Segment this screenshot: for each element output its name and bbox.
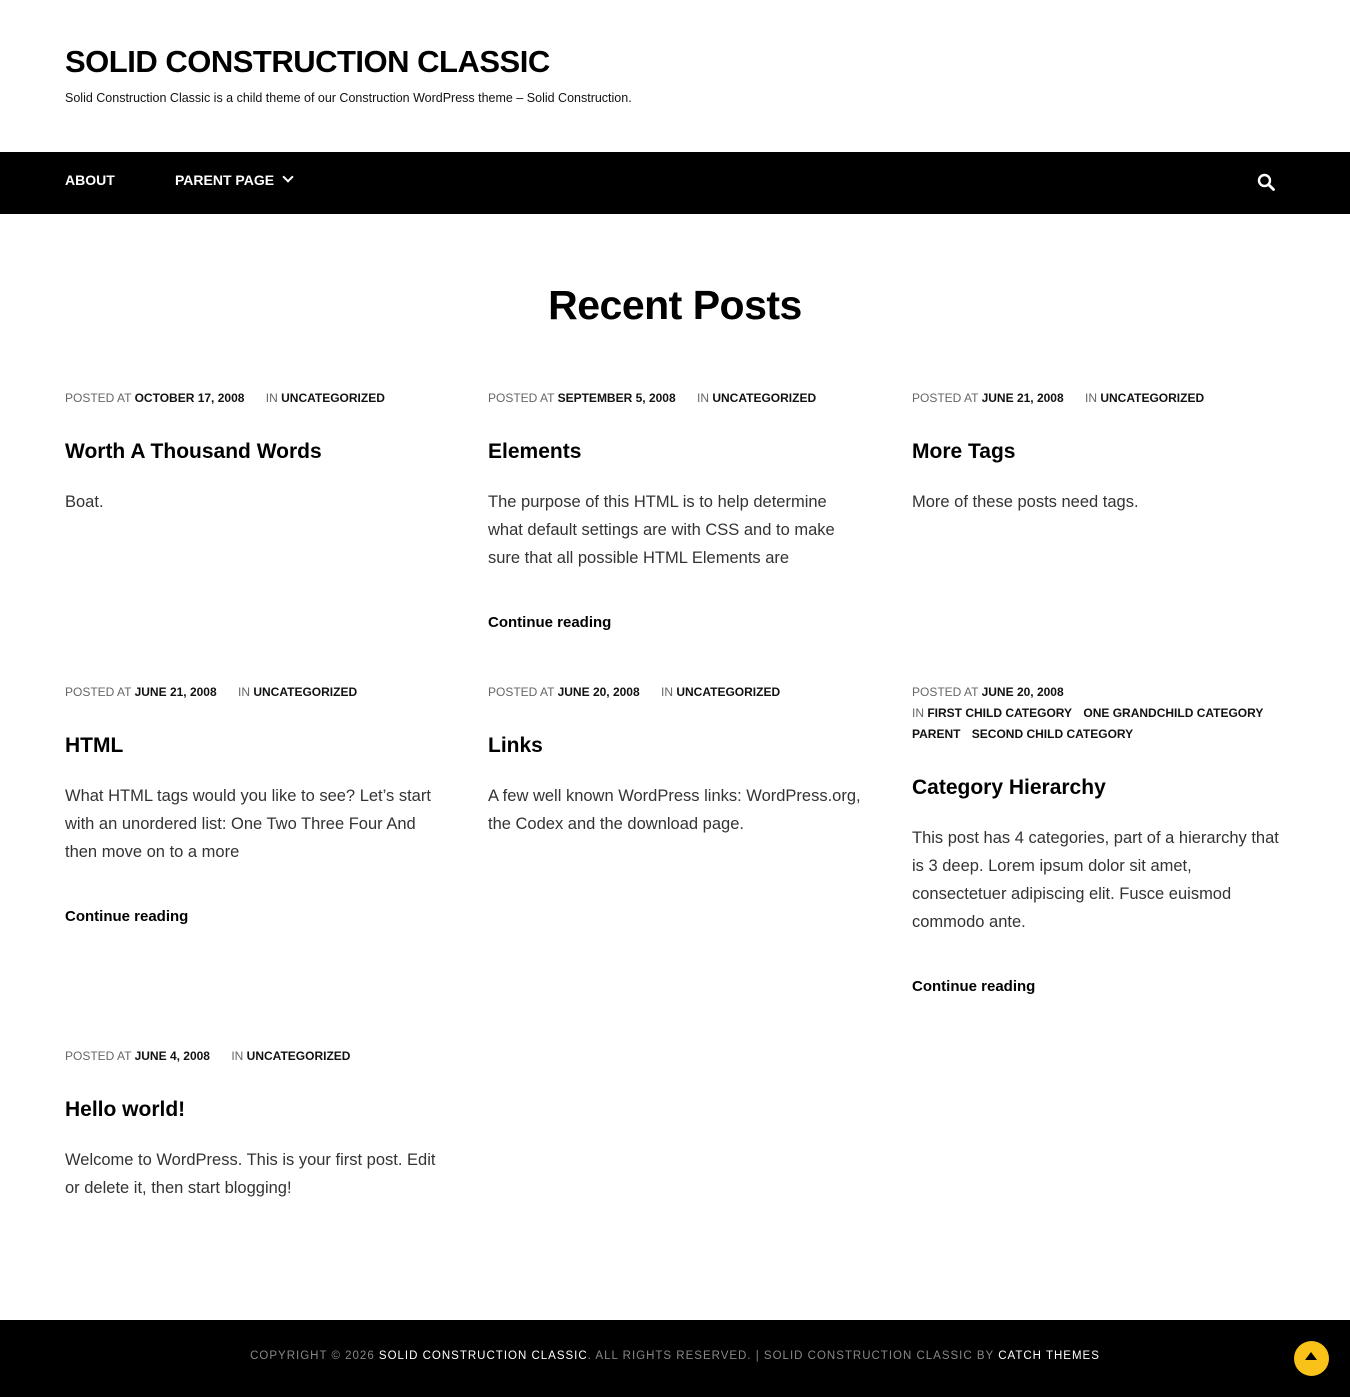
posted-label: POSTED AT: [65, 1049, 132, 1063]
posted-label: POSTED AT: [912, 391, 979, 405]
post-category[interactable]: UNCATEGORIZED: [246, 1049, 351, 1063]
site-title[interactable]: SOLID CONSTRUCTION CLASSIC: [65, 44, 550, 79]
posted-label: POSTED AT: [488, 685, 555, 699]
in-label: IN: [912, 706, 924, 720]
post-meta: [65, 1046, 440, 1067]
post-category[interactable]: UNCATEGORIZED: [712, 391, 817, 405]
main-navigation: [0, 152, 1350, 214]
site-footer: [0, 1320, 1350, 1397]
scroll-to-top-button[interactable]: [1294, 1341, 1329, 1376]
in-label: IN: [231, 1049, 244, 1063]
in-label: IN: [1085, 391, 1097, 405]
post-date[interactable]: SEPTEMBER 5, 2008: [557, 391, 676, 405]
in-label: IN: [265, 391, 278, 405]
post-card: [488, 682, 863, 838]
post-card: [65, 682, 440, 926]
post-title[interactable]: Links: [488, 734, 543, 757]
post-title[interactable]: Hello world!: [65, 1098, 186, 1121]
post-meta: [488, 388, 863, 409]
site-tagline: Solid Construction Classic is a child theme of our Construction WordPress theme – Solid Construction.: [65, 91, 632, 105]
post-title[interactable]: More Tags: [912, 440, 1016, 463]
post-meta: [65, 682, 440, 703]
post-category[interactable]: PARENT: [912, 727, 961, 741]
continue-reading-link[interactable]: Continue reading: [488, 614, 612, 631]
footer-copyright: [0, 1350, 1350, 1362]
post-card: [912, 388, 1287, 516]
post-meta: [912, 682, 1287, 745]
post-date[interactable]: JUNE 20, 2008: [981, 685, 1064, 699]
post-date[interactable]: JUNE 4, 2008: [134, 1049, 210, 1063]
post-date[interactable]: OCTOBER 17, 2008: [134, 391, 245, 405]
post-category[interactable]: SECOND CHILD CATEGORY: [971, 727, 1134, 741]
nav-item-parent-page-label: PARENT PAGE: [175, 172, 275, 188]
post-date[interactable]: JUNE 20, 2008: [557, 685, 640, 699]
nav-item-about[interactable]: ABOUT: [65, 172, 115, 188]
post-date[interactable]: JUNE 21, 2008: [981, 391, 1064, 405]
post-date[interactable]: JUNE 21, 2008: [134, 685, 217, 699]
post-title[interactable]: Category Hierarchy: [912, 776, 1106, 799]
site-header: [0, 0, 1350, 152]
arrow-up-icon: [1305, 1352, 1317, 1360]
section-title: Recent Posts: [548, 282, 802, 328]
posted-label: POSTED AT: [488, 391, 555, 405]
post-excerpt: What HTML tags would you like to see? Let’s start with an unordered list: One Two Three Four And then move on to a more: [65, 787, 431, 861]
search-icon[interactable]: [1257, 173, 1275, 191]
footer-rights: . ALL RIGHTS RESERVED. | SOLID CONSTRUCTION CLASSIC BY: [587, 1350, 995, 1362]
in-label: IN: [238, 685, 250, 699]
post-category[interactable]: ONE GRANDCHILD CATEGORY: [1083, 706, 1264, 720]
post-category[interactable]: UNCATEGORIZED: [253, 685, 358, 699]
post-excerpt: A few well known WordPress links: WordPress.org, the Codex and the download page.: [488, 787, 861, 833]
footer-theme-link[interactable]: CATCH THEMES: [998, 1350, 1100, 1362]
copyright-prefix: COPYRIGHT © 2026: [250, 1350, 375, 1362]
post-title[interactable]: Worth A Thousand Words: [65, 440, 322, 463]
post-category[interactable]: UNCATEGORIZED: [676, 685, 781, 699]
post-excerpt: Boat.: [65, 493, 104, 511]
posted-label: POSTED AT: [65, 685, 132, 699]
footer-site-link[interactable]: SOLID CONSTRUCTION CLASSIC: [378, 1350, 588, 1362]
post-excerpt: More of these posts need tags.: [912, 493, 1139, 511]
post-card: [912, 682, 1287, 996]
post-excerpt: Welcome to WordPress. This is your first post. Edit or delete it, then start blogging!: [65, 1151, 436, 1197]
post-meta: [488, 682, 863, 703]
in-label: IN: [697, 391, 709, 405]
post-title[interactable]: HTML: [65, 734, 124, 757]
post-card: [65, 388, 440, 516]
post-card: [65, 1046, 440, 1202]
post-category[interactable]: FIRST CHILD CATEGORY: [927, 706, 1073, 720]
post-meta: [65, 388, 440, 409]
in-label: IN: [661, 685, 673, 699]
nav-item-parent-page[interactable]: [175, 172, 292, 188]
posted-label: POSTED AT: [65, 391, 132, 405]
post-meta: [912, 388, 1287, 409]
continue-reading-link[interactable]: Continue reading: [65, 908, 189, 925]
post-card: [488, 388, 863, 632]
post-excerpt: This post has 4 categories, part of a hierarchy that is 3 deep. Lorem ipsum dolor sit amet, consectetuer adipiscing elit. Fusce euismod commodo ante.: [912, 829, 1279, 931]
chevron-down-icon: [282, 171, 293, 182]
posted-label: POSTED AT: [912, 685, 979, 699]
post-category[interactable]: UNCATEGORIZED: [1100, 391, 1205, 405]
post-excerpt: The purpose of this HTML is to help determine what default settings are with CSS and to make sure that all possible HTML Elements are: [488, 493, 835, 567]
continue-reading-link[interactable]: Continue reading: [912, 978, 1036, 995]
post-title[interactable]: Elements: [488, 440, 582, 463]
post-category[interactable]: UNCATEGORIZED: [281, 391, 385, 405]
